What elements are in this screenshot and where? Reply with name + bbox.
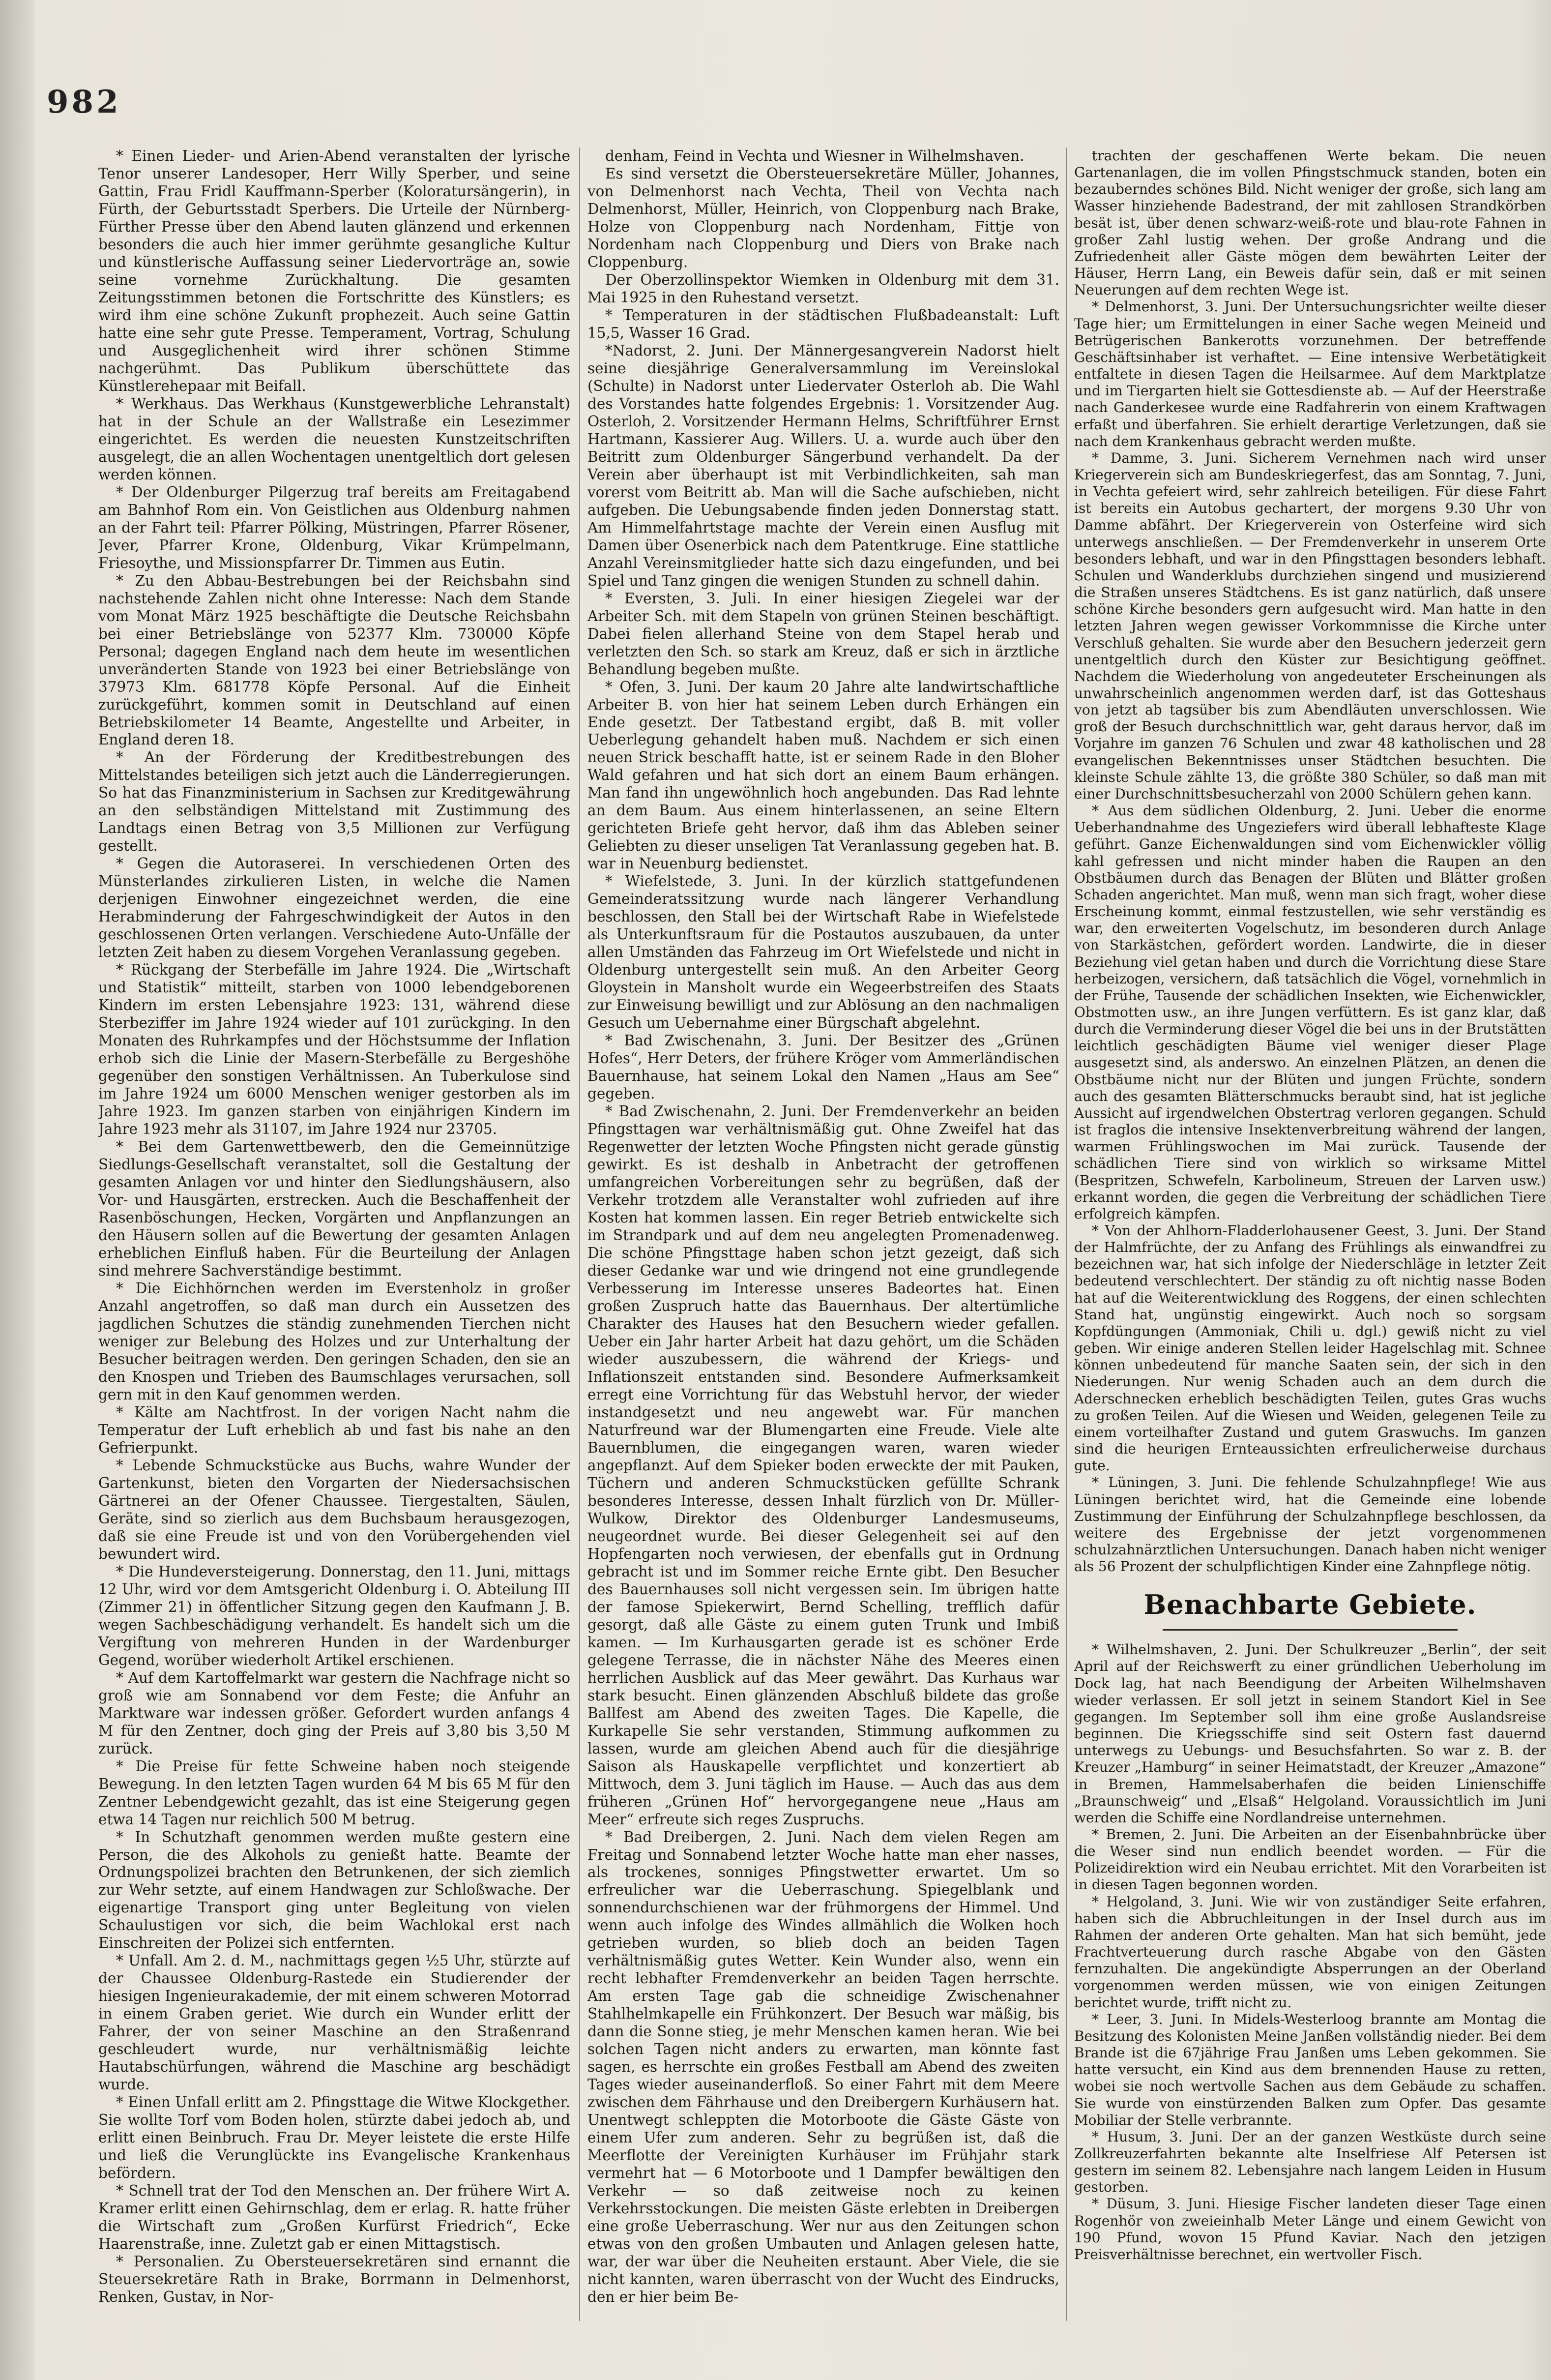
article-paragraph: * In Schutzhaft genommen werden mußte gestern eine Person, die des Alkohols zu genießt hatte. Beamte der Ordnungspolizei brachten den Betrunkenen, der sich ziemlich zur Wehr setzte, auf einem Handwagen zur Schloßwache. Der eigenartige Transport ging unter Begleitung von vielen Schaulustigen vor sich, die beim Wachlokal erst nach Einschreiten der Polizei sich entfernten.	[98, 1828, 570, 1952]
article-paragraph: *Nadorst, 2. Juni. Der Männergesangverein Nadorst hielt seine diesjährige Generalversammlung im Vereinslokal (Schulte) in Nadorst unter Liedervater Osterloh ab. Die Wahl des Vorstandes hatte folgendes Ergebnis: 1. Vorsitzender Aug. Osterloh, 2. Vorsitzender Hermann Helms, Schriftführer Ernst Hartmann, Kassierer Aug. Willers. U. a. wurde auch über den Beitritt zum Oldenburger Sängerbund verhandelt. Da der Verein aber überhaupt ist mit Verbindlichkeiten, sah man vorerst vom Beitritt ab. Man will die Sache aufschieben, nicht aufgeben. Die Uebungsabende finden jeden Donnerstag statt. Am Himmelfahrtstage machte der Verein einen Ausflug mit Damen über Osenerbick nach dem Patentkruge. Eine stattliche Anzahl Vereinsmitglieder hatte sich dazu eingefunden, und bei Spiel und Tanz gingen die wenigen Stunden zu schnell dahin.	[587, 342, 1059, 589]
article-paragraph: * Helgoland, 3. Juni. Wie wir von zuständiger Seite erfahren, haben sich die Abbruchleitungen in der Insel durch aus im Rahmen der anderen Orte gehalten. Man hat sich bemüht, jede Frachtverteuerung durch rasche Abgabe von den Gästen fernzuhalten. Die angekündigte Absperrungen an der Oberland vorgenommen werden müssen, wie von einigen Zeitungen berichtet wurde, trifft nicht zu.	[1074, 1893, 1546, 2011]
article-paragraph: * Damme, 3. Juni. Sicherem Vernehmen nach wird unser Kriegerverein sich am Bundeskriegerfest, das am Sonntag, 7. Juni, in Vechta gefeiert wird, sehr zahlreich beteiligen. Für diese Fahrt ist bereits ein Autobus gechartert, der morgens 9.30 Uhr von Damme abfährt. Der Kriegerverein von Osterfeine wird sich unterwegs anschließen. — Der Fremdenverkehr in unserem Orte besonders lebhaft, und war in den Pfingsttagen besonders lebhaft. Schulen und Wanderklubs durchziehen singend und musizierend die Straßen unseres Städtchens. Es ist ganz natürlich, daß unsere schöne Kirche besonders gern aufgesucht wird. Man hatte in den letzten Jahren wegen gewisser Vorkommnisse die Kirche unter Verschluß gehalten. Sie wurde aber den Besuchern jederzeit gern unentgeltlich durch den Küster zur Besichtigung geöffnet. Nachdem die Wiederholung von angedeuteter Erscheinungen als unwahrscheinlich angenommen werden darf, ist das Gotteshaus von jetzt ab tagsüber bis zum Abendläuten unverschlossen. Wie groß der Besuch durchschnittlich war, geht daraus hervor, daß im Vorjahre im ganzen 76 Schulen und zwar 48 katholischen und 28 evangelischen Bekenntnisses unser Städtchen besuchten. Die kleinste Schule zählte 13, die größte 380 Schüler, so daß man mit einer Durchschnittsbesucherzahl von 2000 Schülern gehen kann.	[1074, 449, 1546, 802]
article-paragraph: * Bad Dreibergen, 2. Juni. Nach dem vielen Regen am Freitag und Sonnabend letzter Woche hatte man eher nasses, als trockenes, sonniges Pfingstwetter erwartet. Um so erfreulicher war die Ueberraschung. Spiegelblank und sonnendurchschienen war der frühmorgens der Himmel. Und wenn auch infolge des Windes allmählich die Wolken hoch getrieben wurden, so blieb doch an beiden Tagen verhältnismäßig gutes Wetter. Kein Wunder also, wenn ein recht lebhafter Fremdenverkehr an beiden Tagen herrschte. Am ersten Tage gab die schneidige Zwischenahner Stahlhelmkapelle ein Frühkonzert. Der Besuch war mäßig, bis dann die Sonne stieg, je mehr Menschen kamen heran. Wie bei solchen Tagen nicht anders zu erwarten, man könnte fast sagen, es herrschte ein großes Festball am Abend des zweiten Tages wieder auseinanderfloß. So einer Fahrt mit dem Meere zwischen dem Fährhause und den Dreibergern Kurhäusern hat. Unentwegt schleppten die Motorboote die Gäste Gäste von einem Ufer zum anderen. Sehr zu begrüßen ist, daß die Meerflotte der Vereinigten Kurhäuser im Frühjahr stark vermehrt hat — 6 Motorboote und 1 Dampfer bewältigen den Verkehr — so daß zeitweise noch zu keinen Verkehrsstockungen. Die meisten Gäste erlebten in Dreibergen eine große Ueberraschung. Wer nur aus den Zeitungen schon etwas von den großen Umbauten und Anlagen gelesen hatte, war, der war über die Neuheiten erstaunt. Aber Viele, die sie nicht kannten, waren überrascht von der Wucht des Eindrucks, den er hier beim Be-	[587, 1828, 1059, 2306]
column-rule-1	[579, 148, 580, 2321]
article-paragraph: * Die Preise für fette Schweine haben noch steigende Bewegung. In den letzten Tagen wurden 64 M bis 65 M für den Zentner Lebendgewicht gezahlt, das ist eine Steigerung gegen etwa 14 Tagen nur reichlich 500 M betrug.	[98, 1757, 570, 1828]
article-paragraph: * Rückgang der Sterbefälle im Jahre 1924. Die „Wirtschaft und Statistik“ mitteilt, starben von 1000 lebendgeborenen Kindern im ersten Lebensjahre 1923: 131, während diese Sterbeziffer im Jahre 1924 wieder auf 101 zurückging. In den Monaten des Ruhrkampfes und der Höchstsumme der Inflation erhob sich die Linie der Masern-Sterbefälle zu Bergeshöhe gegenüber den sonstigen Verhältnissen. An Tuberkulose sind im Jahre 1924 um 6000 Menschen weniger gestorben als im Jahre 1923. Im ganzen starben von einjährigen Kindern im Jahre 1923 mehr als 31107, im Jahre 1924 nur 23705.	[98, 961, 570, 1138]
article-paragraph: * Werkhaus. Das Werkhaus (Kunstgewerbliche Lehranstalt) hat in der Schule an der Wallstraße ein Lesezimmer eingerichtet. Es werden die neuesten Kunstzeitschriften ausgelegt, die an allen Wochentagen unentgeltlich dort gelesen werden können.	[98, 395, 570, 483]
article-paragraph: denham, Feind in Vechta und Wiesner in Wilhelmshaven.	[605, 148, 1024, 164]
article-paragraph: * Auf dem Kartoffelmarkt war gestern die Nachfrage nicht so groß wie am Sonnabend vor dem Feste; die Anfuhr an Marktware war indessen größer. Gefordert wurden anfangs 4 M für den Zentner, doch ging der Preis auf 3,80 bis 3,50 M zurück.	[98, 1669, 570, 1757]
article-paragraph: * Bad Zwischenahn, 3. Juni. Der Besitzer des „Grünen Hofes“, Herr Deters, der frühere Kröger vom Ammerländischen Bauernhause, hat seinem Lokal den Namen „Haus am See“ gegeben.	[587, 1032, 1059, 1102]
article-paragraph: trachten der geschaffenen Werte bekam. Die neuen Gartenanlagen, die im vollen Pfingstschmuck standen, boten ein bezauberndes schönes Bild. Nicht weniger der große, sich lang am Wasser hinziehende Badestrand, der mit zahllosen Strandkörben besät ist, über denen schwarz-weiß-rote und blau-rote Fahnen in großer Zahl lustig wehen. Der große Andrang und die Zufriedenheit aller Gäste mögen dem bewährten Leiter der Häuser, Herrn Lang, ein Beweis dafür sein, daß er mit seinen Neuerungen auf dem rechten Wege ist.	[1074, 148, 1546, 298]
article-paragraph: * Unfall. Am 2. d. M., nachmittags gegen ½5 Uhr, stürzte auf der Chaussee Oldenburg-Rastede ein Studierender der hiesigen Ingenieurakademie, der mit einem schweren Motorrad in einem Graben geriet. Wie durch ein Wunder erlitt der Fahrer, der von seiner Maschine an den Straßenrand geschleudert wurde, nur verhältnismäßig leichte Hautabschürfungen, während die Maschine arg beschädigt wurde.	[98, 1952, 570, 2093]
article-paragraph: * Temperaturen in der städtischen Flußbadeanstalt: Luft 15,5, Wasser 16 Grad.	[587, 306, 1059, 341]
article-paragraph: * Schnell trat der Tod den Menschen an. Der frühere Wirt A. Kramer erlitt einen Gehirnschlag, dem er erlag. R. hatte früher die Wirtschaft zum „Großen Kurfürst Friedrich“, Ecke Haarenstraße, inne. Zuletzt gab er einen Mittagstisch.	[98, 2182, 570, 2253]
article-paragraph: * Gegen die Autoraserei. In verschiedenen Orten des Münsterlandes zirkulieren Listen, in welche die Namen derjenigen Einwohner eingezeichnet werden, die eine Herabminderung der Fahrgeschwindigkeit der Autos in den geschlossenen Orten verlangen. Verschiedene Auto-Unfälle der letzten Zeit haben zu diesem Vorgehen Veranlassung gegeben.	[98, 855, 570, 961]
article-paragraph: * Die Eichhörnchen werden im Everstenholz in großer Anzahl angetroffen, so daß man durch ein Aussetzen des jagdlichen Schutzes die ständig zunehmenden Tierchen nicht weniger zur Belebung des Holzes und zur Unterhaltung der Besucher beitragen werden. Den geringen Schaden, den sie an den Knospen und Trieben des Baumschlages verursachen, soll gern mit in den Kauf genommen werden.	[98, 1280, 570, 1403]
column-3	[1074, 148, 1546, 2341]
article-paragraph: * Leer, 3. Juni. In Midels-Westerloog brannte am Montag die Besitzung des Kolonisten Meine Janßen vollständig nieder. Bei dem Brande ist die 67jährige Frau Janßen ums Leben gekommen. Sie hatte versucht, ein Kind aus dem brennenden Hause zu retten, wobei sie noch wertvolle Sachen aus dem Gebäude zu schaffen. Sie wurde von einstürzenden Balken zum Opfer. Das gesamte Mobiliar der Stelle verbrannte.	[1074, 2011, 1546, 2128]
article-paragraph: * Einen Unfall erlitt am 2. Pfingsttage die Witwe Klockgether. Sie wollte Torf vom Boden holen, stürzte dabei jedoch ab, und erlitt einen Beinbruch. Frau Dr. Meyer leistete die erste Hilfe und ließ die Verunglückte ins Evangelische Krankenhaus befördern.	[98, 2094, 570, 2182]
article-paragraph: * Lebende Schmuckstücke aus Buchs, wahre Wunder der Gartenkunst, bieten den Vorgarten der Niedersachsischen Gärtnerei an der Ofener Chaussee. Tiergestalten, Säulen, Geräte, sind so zierlich aus dem Buchsbaum herausgezogen, daß sie eine Freude ist und von den Vorübergehenden viel bewundert wird.	[98, 1457, 570, 1562]
article-paragraph: * Der Oldenburger Pilgerzug traf bereits am Freitagabend am Bahnhof Rom ein. Von Geistlichen aus Oldenburg nahmen an der Fahrt teil: Pfarrer Pölking, Müstringen, Pfarrer Rösener, Jever, Pfarrer Krone, Oldenburg, Vikar Krümpelmann, Friesoythe, und Missionspfarrer Dr. Timmen aus Eutin.	[98, 483, 570, 571]
section-title-benachbarte-gebiete: Benachbarte Gebiete.	[1143, 1589, 1477, 1621]
article-paragraph: * Eversten, 3. Juli. In einer hiesigen Ziegelei war der Arbeiter Sch. mit dem Stapeln von grünen Steinen beschäftigt. Dabei fielen allerhand Steine von dem Stapel herab und verletzten den Sch. so stark am Kreuz, daß er sich in ärztliche Behandlung begeben mußte.	[587, 590, 1059, 678]
page-number: 982	[47, 84, 121, 120]
article-paragraph: * Wiefelstede, 3. Juni. In der kürzlich stattgefundenen Gemeinderatssitzung wurde nach längerer Verhandlung beschlossen, den Stall bei der Wirtschaft Rabe in Wiefelstede als Unterkunftsraum für die Postautos auszubauen, da unter allen Umständen das Fahrzeug im Ort Wiefelstede und nicht in Oldenburg untergestellt sein muß. An den Arbeiter Georg Gloystein in Mansholt wurde ein Wegeerbstreifen des Staats zur Einweisung bewilligt und zur Ablösung an den nachmaligen Gesuch um Uebernahme einer Bürgschaft abgelehnt.	[587, 873, 1059, 1032]
article-paragraph: * Zu den Abbau-Bestrebungen bei der Reichsbahn sind nachstehende Zahlen nicht ohne Interesse: Nach dem Stande vom Monat März 1925 beschäftigte die Deutsche Reichsbahn bei einer Betriebslänge von 52377 Klm. 730000 Köpfe Personal; dagegen England nach dem heute im wesentlichen unveränderten Stande von 1923 bei einer Betriebslänge von 37973 Klm. 681778 Köpfe Personal. Auf die Einheit zurückgeführt, kommen somit in Deutschland auf einen Betriebskilometer 14 Beamte, Angestellte und Arbeiter, in England deren 18.	[98, 572, 570, 748]
article-paragraph: * Ofen, 3. Juni. Der kaum 20 Jahre alte landwirtschaftliche Arbeiter B. von hier hat seinem Leben durch Erhängen ein Ende gesetzt. Der Tatbestand ergibt, daß B. mit voller Ueberlegung gehandelt haben muß. Nachdem er sich einen neuen Strick beschafft hatte, ist er seinem Rade in den Bloher Wald gefahren und hat sich dort an einem Baum erhängen. Man fand ihn ungewöhnlich hoch angebunden. Das Rad lehnte an dem Baum. Aus einem hinterlassenen, an seine Eltern gerichteten Briefe geht hervor, daß ihm das Ableben seiner Geliebten zu dieser unseligen Tat Veranlassung gegeben hat. B. war in Neuenburg bedienstet.	[587, 678, 1059, 872]
article-paragraph: * Aus dem südlichen Oldenburg, 2. Juni. Ueber die enorme Ueberhandnahme des Ungeziefers wird überall lebhafteste Klage geführt. Ganze Eichenwaldungen sind vom Eichenwickler völlig kahl gefressen und nicht minder haben die Raupen an den Obstbäumen durch das Benagen der Blüten und Blätter großen Schaden angerichtet. Man muß, wenn man sich fragt, woher diese Erscheinung kommt, einmal festzustellen, wie sehr verständig es war, den erweiterten Vogelschutz, im besonderen durch Anlage von Starkästchen, gefördert worden. Landwirte, die in dieser Beziehung viel getan haben und durch die Vorrichtung diese Stare herbeizogen, versichern, daß tatsächlich die Vögel, vornehmlich in der Frühe, Tausende der schädlichen Insekten, wie Eichenwickler, Obstmotten usw., an ihre Jungen verfüttern. Es ist ganz klar, daß durch die Verminderung dieser Vögel die bei uns in der Brutstätten leichtlich geschädigten Bäume viel weniger dieser Plage ausgesetzt sind, als anderswo. An einzelnen Plätzen, an denen die Obstbäume nicht nur der Blüten und jungen Früchte, sondern auch des gesamten Blätterschmucks beraubt sind, hat ist jegliche Aussicht auf irgendwelchen Obstertrag verloren gegangen. Schuld ist fraglos die intensive Insektenverbreitung während der langen, warmen Frühlingswochen im Mai zurück. Tausende der schädlichen Tiere sind von wirklich so wirksame Mittel (Bespritzen, Schwefeln, Karbolineum, Streuen der Larven usw.) erkannt worden, die gegen die Verbreitung der schädlichen Tiere erfolgreich kämpfen.	[1074, 803, 1546, 1222]
column-3-text	[1074, 148, 1546, 1575]
column-2	[587, 148, 1059, 2341]
page-left-edge	[0, 0, 34, 2380]
article-paragraph: Der Oberzollinspektor Wiemken in Oldenburg mit dem 31. Mai 1925 in den Ruhestand versetzt.	[587, 271, 1059, 306]
article-paragraph: * Kälte am Nachtfrost. In der vorigen Nacht nahm die Temperatur der Luft erheblich ab und fast bis nahe an den Gefrierpunkt.	[98, 1403, 570, 1456]
article-paragraph: * Düsum, 3. Juni. Hiesige Fischer landeten dieser Tage einen Rogenhör von zweieinhalb Meter Länge und einem Gewicht von 190 Pfund, wovon 15 Pfund Kaviar. Nach den jetzigen Preisverhältnisse berechnet, ein wertvoller Fisch.	[1074, 2196, 1546, 2262]
article-paragraph: * Personalien. Zu Obersteuersekretären sind ernannt die Steuersekretäre Rath in Brake, Borrmann in Delmenhorst, Renken, Gustav, in Nor-	[98, 2253, 570, 2306]
article-paragraph: Es sind versetzt die Obersteuersekretäre Müller, Johannes, von Delmenhorst nach Vechta, Theil von Vechta nach Delmenhorst, Müller, Heinrich, von Cloppenburg nach Brake, Holze von Cloppenburg nach Nordenham, Fittje von Nordenham nach Cloppenburg und Diers von Brake nach Cloppenburg.	[587, 165, 1059, 270]
article-paragraph: * Bei dem Gartenwettbewerb, den die Gemeinnützige Siedlungs-Gesellschaft veranstaltet, soll die Gestaltung der gesamten Anlagen vor und hinter den Siedlungshäusern, also Vor- und Hausgärten, erstrecken. Auch die Beschaffenheit der Rasenböschungen, Hecken, Vorgärten und Anpflanzungen an den Häusern sollen auf die Bewertung der gesamten Anlagen erheblichen Einfluß haben. Für die Beurteilung der Anlagen sind mehrere Sachverständige bestimmt.	[98, 1138, 570, 1279]
article-paragraph: * Bad Zwischenahn, 2. Juni. Der Fremdenverkehr an beiden Pfingsttagen war verhältnismäßig gut. Ohne Zweifel hat das Regenwetter der letzten Woche Pfingsten nicht gerade günstig gewirkt. Es ist deshalb in Anbetracht der getroffenen umfangreichen Vorbereitungen sehr zu begrüßen, daß der Verkehr trotzdem alle Veranstalter wohl zufrieden auf ihre Kosten hat kommen lassen. Ein reger Betrieb entwickelte sich im Strandpark und auf dem neu angelegten Promenadenweg. Die schöne Pfingsttage haben schon jetzt gezeigt, daß sich dieser Gedanke war und wie dringend not eine grundlegende Verbesserung im Interesse unseres Badeortes hat. Einen großen Zuspruch hatte das Bauernhaus. Der altertümliche Charakter des Hauses hat den Besuchern wieder gefallen. Ueber ein Jahr harter Arbeit hat dazu gehört, um die Schäden wieder auszubessern, die während der Kriegs- und Inflationszeit entstanden sind. Besondere Aufmerksamkeit erregt eine Vorrichtung für das Webstuhl hervor, der wieder instandgesetzt und neu angewebt war. Für manchen Naturfreund war der Blumengarten eine Freude. Viele alte Bauernblumen, die eingegangen waren, waren wieder angepflanzt. Auf dem Spieker boden erweckte der mit Pauken, Tüchern und anderen Schmuckstücken gefüllte Schrank besonderes Interesse, dessen Inhalt fürzlich von Dr. Müller-Wulkow, Direktor des Oldenburger Landesmuseums, neugeordnet wurde. Bei dieser Gelegenheit sei auf den Hopfengarten noch verwiesen, der ebenfalls gut in Ordnung gebracht ist und im Sommer reiche Ernte gibt. Den Besucher des Bauernhauses soll nicht vergessen sein. Im übrigen hatte der famose Spiekerwirt, Bernd Schelling, trefflich dafür gesorgt, daß alle Gäste zu einem guten Trunk und Imbiß kamen. — Im Kurhausgarten gerade ist es schöner Erde gelegene Terrasse, die in nächster Nähe des Meeres einen herrlichen Ausblick auf das Meer gewährt. Das Kurhaus war stark besucht. Einen glänzenden Abschluß bildete das große Ballfest am Abend des zweiten Tages. Die Kapelle, die Kurkapelle Sie sehr verstanden, Stimmung aufkommen zu lassen, wurde am gleichen Abend auch für die diesjährige Saison als Hauskapelle verpflichtet und konzertiert ab Mittwoch, dem 3. Juni täglich im Hause. — Auch das aus dem früheren „Grünen Hof“ hervorgegangene neue „Haus am Meer“ erfreute sich reges Zuspruchs.	[587, 1103, 1059, 1828]
column-1-text	[98, 148, 570, 2306]
article-paragraph: * Wilhelmshaven, 2. Juni. Der Schulkreuzer „Berlin“, der seit April auf der Reichswerft zu einer gründlichen Ueberholung im Dock lag, hat nach Beendigung der Arbeiten Wilhelmshaven wieder verlassen. Er soll jetzt in seinem Standort Kiel in See gegangen. Im September soll ihm eine große Auslandsreise beginnen. Die Kriegsschiffe sind seit Ostern fast dauernd unterwegs zu Uebungs- und Besuchsfahrten. So war z. B. der Kreuzer „Hamburg“ in seiner Heimatstadt, der Kreuzer „Amazone“ in Bremen, Hammelsaberhafen die beiden Linienschiffe „Braunschweig“ und „Elsaß“ Helgoland. Voraussichtlich im Juni werden die Schiffe eine Nordlandreise unternehmen.	[1074, 1641, 1546, 1826]
section-title-rule	[1163, 1629, 1458, 1631]
article-paragraph: * Einen Lieder- und Arien-Abend veranstalten der lyrische Tenor unserer Landesoper, Herr Willy Sperber, und seine Gattin, Frau Fridl Kauffmann-Sperber (Koloratursängerin), in Fürth, der Geburtsstadt Sperbers. Die Urteile der Nürnberg-Fürther Presse über den Abend lauten glänzend und erkennen besonders die auch hier immer gerühmte gesangliche Kultur und künstlerische Auffassung seiner Liedervorträge an, sowie seine vornehme Zurückhaltung. Die gesamten Zeitungsstimmen betonen die Fortschritte des Künstlers; es wird ihm eine schöne Zukunft prophezeit. Auch seine Gattin hatte eine sehr gute Presse. Temperament, Vortrag, Schulung und Ausgeglichenheit wird ihrer schönen Stimme nachgerühmt. Das Publikum überschüttete das Künstlerehepaar mit Beifall.	[98, 148, 570, 394]
article-paragraph: * Husum, 3. Juni. Der an der ganzen Westküste durch seine Zollkreuzerfahrten bekannte alte Inselfriese Alf Petersen ist gestern im seinem 82. Lebensjahre nach langem Leiden in Husum gestorben.	[1074, 2128, 1546, 2196]
column-2-text	[587, 148, 1059, 2306]
article-paragraph: * Die Hundeversteigerung. Donnerstag, den 11. Juni, mittags 12 Uhr, wird vor dem Amtsgericht Oldenburg i. O. Abteilung III (Zimmer 21) in öffentlicher Sitzung gegen den Kaufmann J. B. wegen Sachbeschädigung verhandelt. Es handelt sich um die Vergiftung von mehreren Hunden in der Wardenburger Gegend, worüber wiederholt Artikel erschienen.	[98, 1563, 570, 1668]
article-paragraph: * Delmenhorst, 3. Juni. Der Untersuchungsrichter weilte dieser Tage hier; um Ermittelungen in einer Sache wegen Meineid und Betrügerischen Bankerotts vorzunehmen. Der betreffende Geschäftsinhaber ist verhaftet. — Eine intensive Werbetätigkeit entfaltete in diesen Tagen die Heilsarmee. Auf dem Marktplatze und im Tiergarten hielt sie Gottesdienste ab. — Auf der Heerstraße nach Ganderkesee wurde eine Radfahrerin von einem Kraftwagen erfaßt und überfahren. Sie erhielt derartige Verletzungen, daß sie nach dem Krankenhaus gebracht werden mußte.	[1074, 298, 1546, 449]
column-1	[98, 148, 570, 2341]
column-rule-2	[1066, 148, 1067, 2321]
article-paragraph: * Lüningen, 3. Juni. Die fehlende Schulzahnpflege! Wie aus Lüningen berichtet wird, hat die Gemeinde eine lobende Zustimmung der Einführung der Schulzahnpflege beschlossen, da weitere des Ergebnisse der jetzt vorgenommenen schulzahnärztlichen Untersuchungen. Danach haben nicht weniger als 56 Prozent der schulpflichtigen Kinder eine Zahnpflege nötig.	[1074, 1474, 1546, 1575]
article-paragraph: * Bremen, 2. Juni. Die Arbeiten an der Eisenbahnbrücke über die Weser sind nun endlich beendet worden. — Für die Polizeidirektion wird ein Neubau errichtet. Mit den Vorarbeiten ist in diesen Tagen begonnen worden.	[1074, 1826, 1546, 1893]
article-paragraph: * An der Förderung der Kreditbestrebungen des Mittelstandes beteiligen sich jetzt auch die Länderregierungen. So hat das Finanzministerium in Sachsen zur Kreditgewährung an den selbständigen Mittelstand mit Zustimmung des Landtags einen Betrag von 3,5 Millionen zur Verfügung gestellt.	[98, 749, 570, 855]
column-3-section-text	[1074, 1641, 1546, 2263]
article-paragraph: * Von der Ahlhorn-Fladderlohausener Geest, 3. Juni. Der Stand der Halmfrüchte, der zu Anfang des Frühlings als einwandfrei zu bezeichnen war, hat sich infolge der Niederschläge in letzter Zeit bedeutend verschlechtert. Der ständig zu oft nichtig nasse Boden hat auf die Weiterentwicklung des Roggens, der einen schlechten Stand hat, ungünstig eingewirkt. Auch noch so sorgsam Kopfdüngungen (Ammoniak, Chili u. dgl.) gewiß nicht zu viel geben. Wir einige anderen Stellen leider Hagelschlag mit. Schnee können unbedeutend für manche Saaten sein, der sich in den Niederungen. Nur wenig Schaden auch an dem durch die Aderschnecken erheblich beschädigten Teilen, gutes Gras wuchs zu großen Teilen. Auf die Wiesen und Weiden, gelegenen Teile zu einem vorteilhafter Zustand und gutem Graswuchs. Im ganzen sind die heurigen Ernteaussichten erfreulicherweise durchaus gute.	[1074, 1222, 1546, 1474]
